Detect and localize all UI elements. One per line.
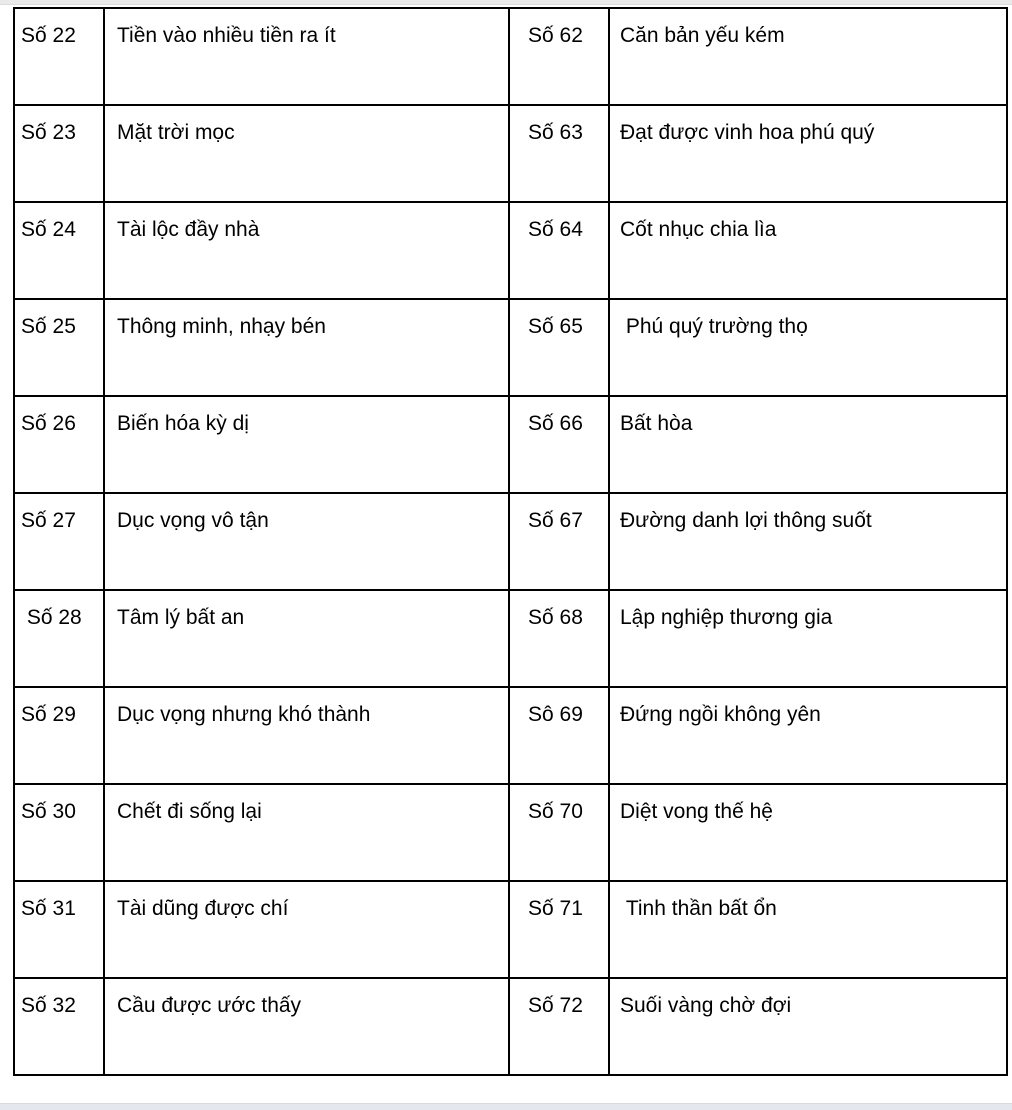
table-row bbox=[14, 8, 1007, 105]
meaning-cell-left: Dục vọng vô tận bbox=[104, 493, 509, 590]
meaning-cell-left: Tiền vào nhiều tiền ra ít bbox=[104, 8, 509, 105]
table-row bbox=[14, 590, 1007, 687]
number-cell-right: Số 63 bbox=[509, 105, 609, 202]
meaning-cell-right: Đạt được vinh hoa phú quý bbox=[609, 105, 1007, 202]
number-cell-left: Số 27 bbox=[14, 493, 104, 590]
number-cell-right: Số 65 bbox=[509, 299, 609, 396]
meaning-cell-right: Đứng ngồi không yên bbox=[609, 687, 1007, 784]
number-cell-left: Số 32 bbox=[14, 978, 104, 1075]
page-bottom-strip bbox=[0, 1103, 1012, 1110]
table-row bbox=[14, 396, 1007, 493]
number-cell-right: Số 62 bbox=[509, 8, 609, 105]
meaning-cell-right: Bất hòa bbox=[609, 396, 1007, 493]
number-cell-left: Số 29 bbox=[14, 687, 104, 784]
fortune-numbers-table bbox=[13, 7, 1008, 1076]
number-cell-left: Số 23 bbox=[14, 105, 104, 202]
meaning-cell-right: Cốt nhục chia lìa bbox=[609, 202, 1007, 299]
page-top-strip bbox=[0, 0, 1012, 5]
number-cell-left: Số 22 bbox=[14, 8, 104, 105]
number-cell-left: Số 30 bbox=[14, 784, 104, 881]
meaning-cell-left: Tài lộc đầy nhà bbox=[104, 202, 509, 299]
table-row bbox=[14, 493, 1007, 590]
number-cell-right: Số 70 bbox=[509, 784, 609, 881]
meaning-cell-right: Lập nghiệp thương gia bbox=[609, 590, 1007, 687]
meaning-cell-left: Thông minh, nhạy bén bbox=[104, 299, 509, 396]
number-cell-left: Số 28 bbox=[14, 590, 104, 687]
meaning-cell-left: Biến hóa kỳ dị bbox=[104, 396, 509, 493]
number-cell-right: Số 67 bbox=[509, 493, 609, 590]
meaning-cell-right: Tinh thần bất ổn bbox=[609, 881, 1007, 978]
table-row bbox=[14, 784, 1007, 881]
table-row bbox=[14, 105, 1007, 202]
table-row bbox=[14, 202, 1007, 299]
number-cell-right: Số 71 bbox=[509, 881, 609, 978]
meaning-cell-left: Mặt trời mọc bbox=[104, 105, 509, 202]
number-cell-left: Số 25 bbox=[14, 299, 104, 396]
meaning-cell-left: Chết đi sống lại bbox=[104, 784, 509, 881]
number-cell-right: Số 66 bbox=[509, 396, 609, 493]
table-row bbox=[14, 978, 1007, 1075]
meaning-cell-right: Diệt vong thế hệ bbox=[609, 784, 1007, 881]
number-cell-right: Số 68 bbox=[509, 590, 609, 687]
meaning-cell-left: Tài dũng được chí bbox=[104, 881, 509, 978]
number-cell-right: Số 64 bbox=[509, 202, 609, 299]
number-cell-left: Số 26 bbox=[14, 396, 104, 493]
meaning-cell-right: Suối vàng chờ đợi bbox=[609, 978, 1007, 1075]
number-cell-left: Số 31 bbox=[14, 881, 104, 978]
meaning-cell-left: Tâm lý bất an bbox=[104, 590, 509, 687]
meaning-cell-left: Dục vọng nhưng khó thành bbox=[104, 687, 509, 784]
table-row bbox=[14, 299, 1007, 396]
number-cell-left: Số 24 bbox=[14, 202, 104, 299]
number-cell-right: Số 72 bbox=[509, 978, 609, 1075]
meaning-cell-right: Căn bản yếu kém bbox=[609, 8, 1007, 105]
number-cell-right: Sô 69 bbox=[509, 687, 609, 784]
meaning-cell-left: Cầu được ước thấy bbox=[104, 978, 509, 1075]
table-row bbox=[14, 687, 1007, 784]
table-body bbox=[14, 8, 1007, 1075]
meaning-cell-right: Phú quý trường thọ bbox=[609, 299, 1007, 396]
meaning-cell-right: Đường danh lợi thông suốt bbox=[609, 493, 1007, 590]
table-row bbox=[14, 881, 1007, 978]
